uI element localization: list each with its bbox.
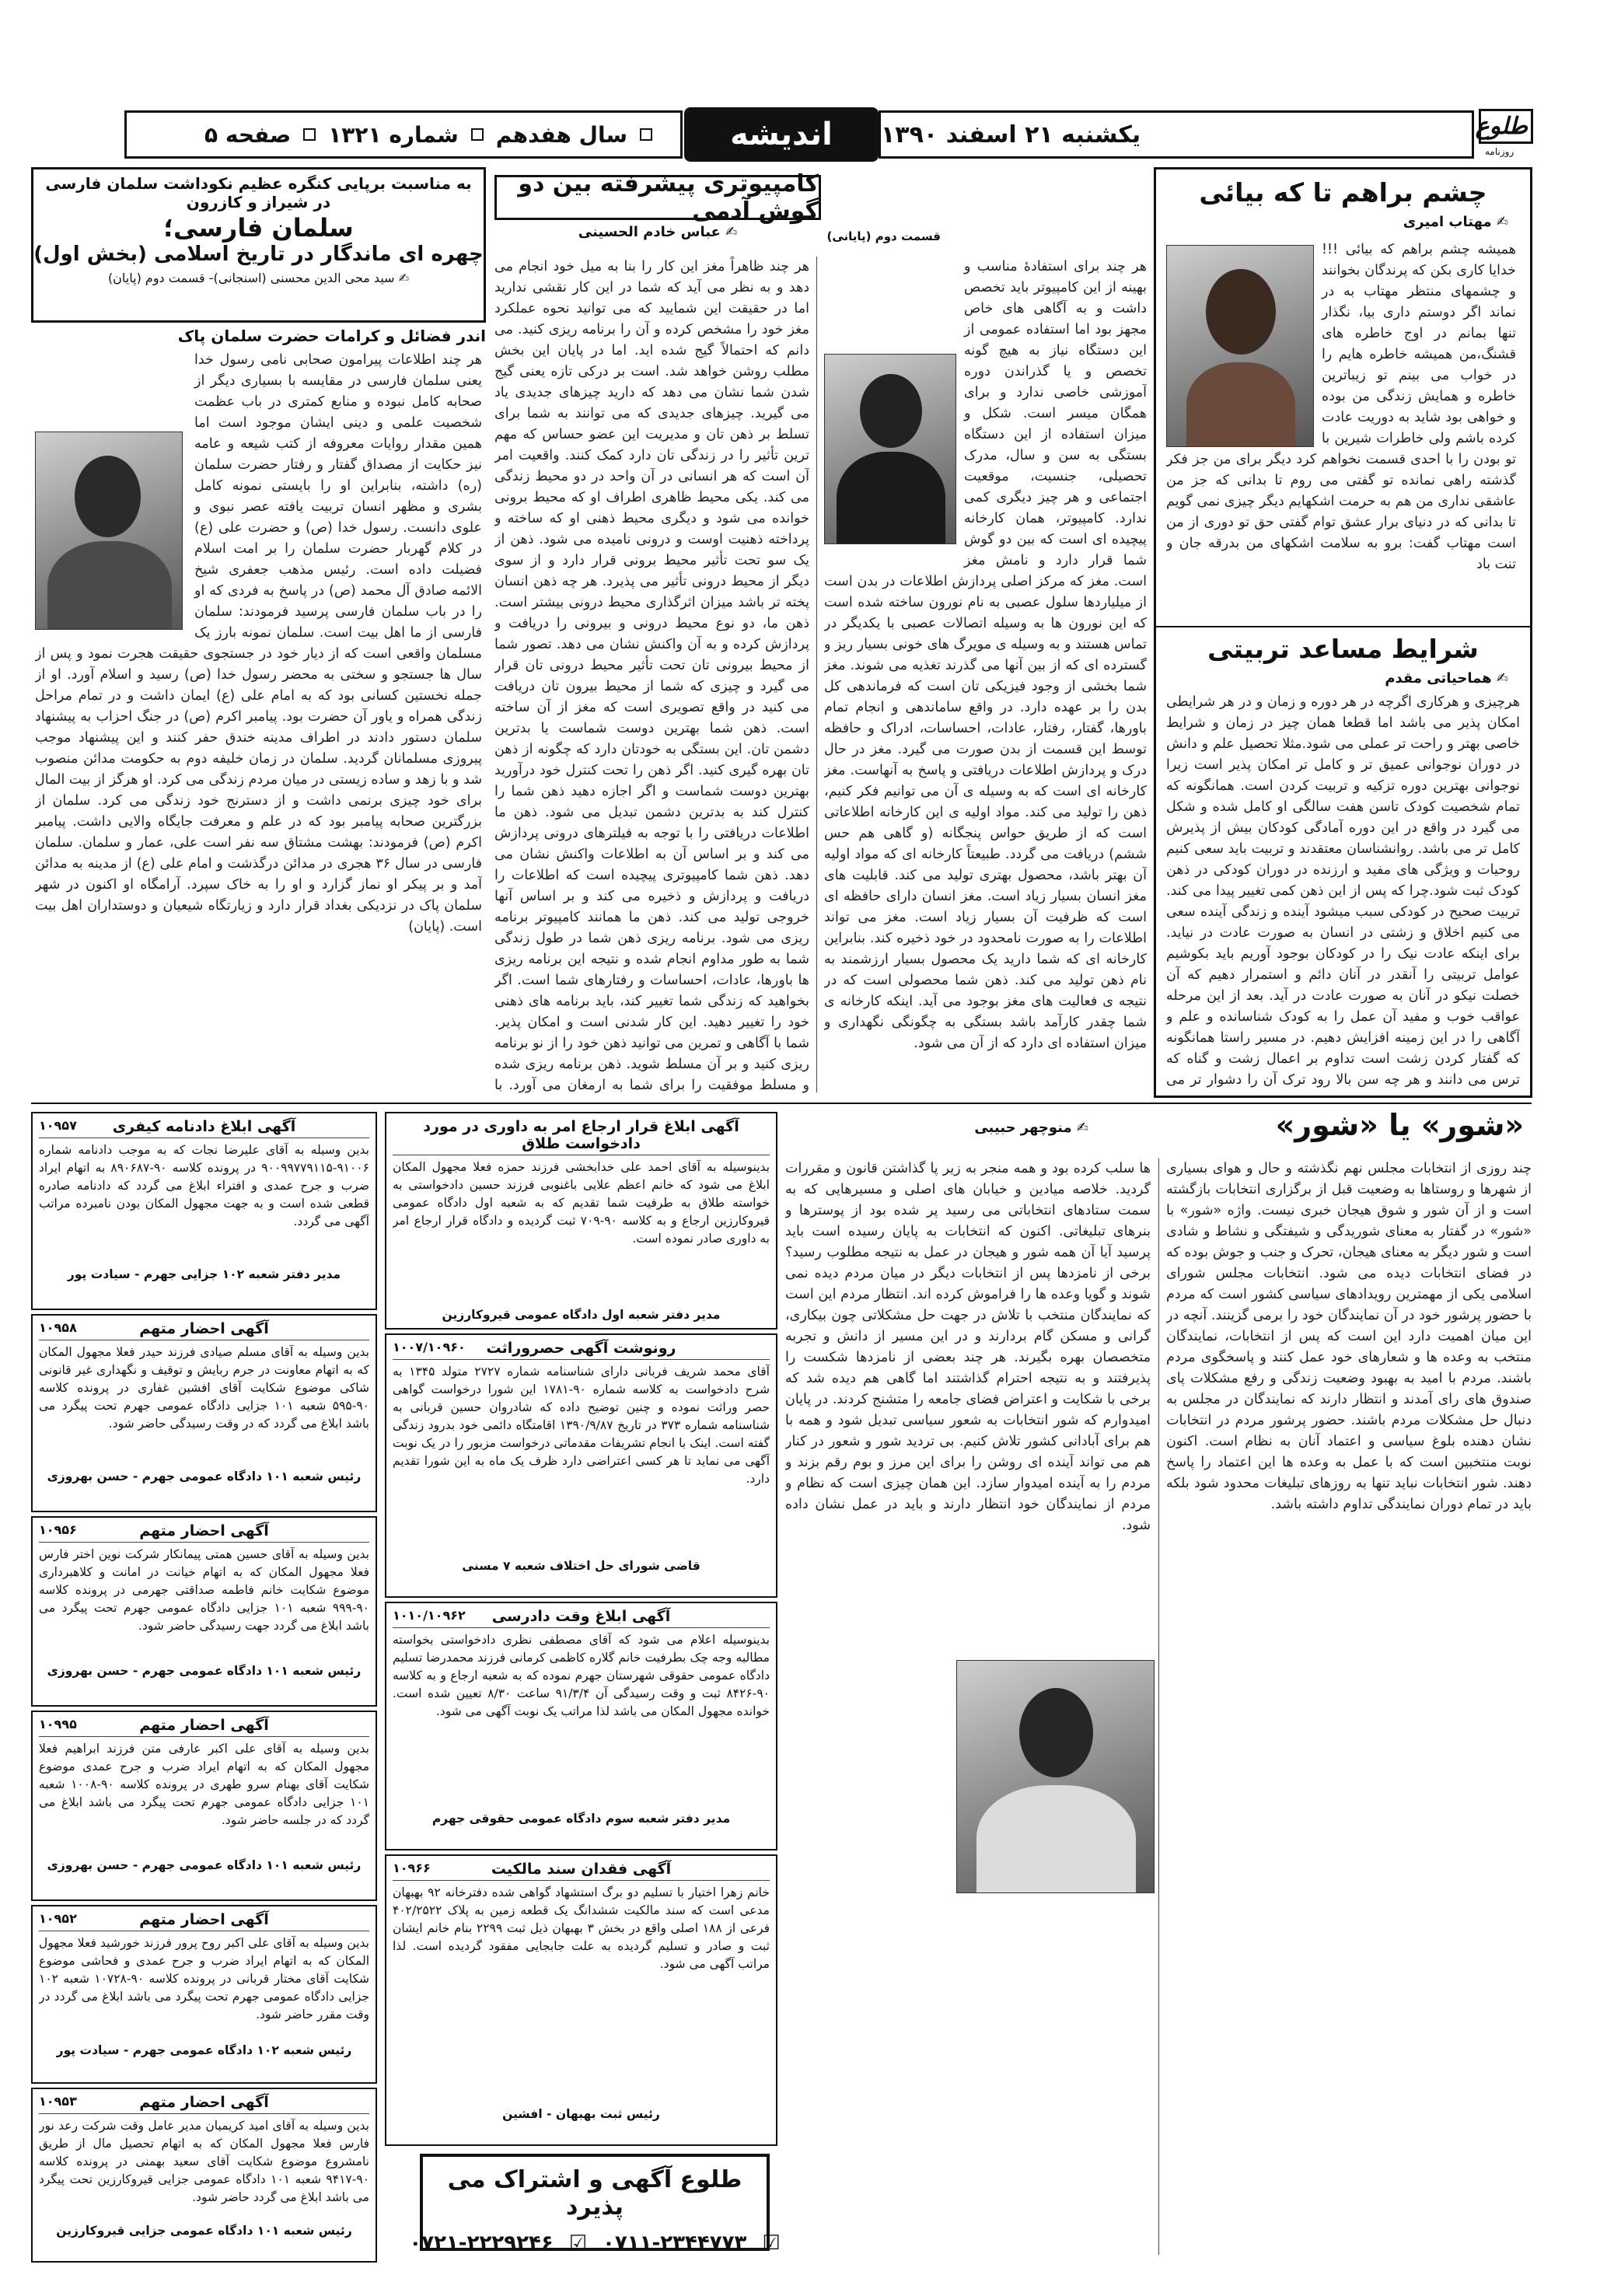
ad-text: بدین وسیله به آقای علی اکبر عارفی متن فرزند ابراهیم فعلا مجهول المکان که به اتهام ایراد ضرب و جرح عمدی موضوع شکایت آقای بهنام سرو طهری در پرونده کلاسه ۹۰-۱۰۰۸ شعبه ۱۰۱ جزایی دادگاه عمومی جهرم تحت پیگرد می باشد ابلاغ می گردد که در جلسه حاضر شود. — [39, 1742, 369, 1827]
logo-sub: روزنامه — [1485, 146, 1514, 157]
ad-3 — [31, 1516, 377, 1707]
ad-text: بدینوسیله اعلام می شود که آقای مصطفی نظری دادخواستی بخواسته مطالبه وجه چک بطرفیت خانم گلاره کاظمی کرمانی فرزند محمدرضا تسلیم دادگاه عمومی حقوقی شهرستان جهرم نموده که به شعبه ارجاع و به کلاسه ۹۰-۸۴۲۶ ثبت و وقت رسیدگی آن ۹۱/۳/۴ ساعت ۸/۳۰ تعیین شده است. خوانده مجهول المکان می باشد لذا مراتب یک نوبت آگهی می شود. — [393, 1633, 770, 1718]
ad-6 — [31, 2088, 377, 2263]
training-body: هرچیزی و هرکاری اگرچه در هر دوره و زمان و در هر شرایطی امکان پذیر می باشد اما قطعا همان چیز در زمان و شرایط خاصی بهتر و راحت تر عملی می شود.مثلا تحصیل علم و دانش در دوران نوجوانی عمیق تر و کامل تر امکان پذیر است زیرا نوجوانی بهترین دوره تزکیه و تربیت کردن است. همانگونه که تمام شخصیت کودک تاسن هفت سالگی او کامل شده و شکل می گیرد در واقع در این دوره آمادگی کودکان بیش از پذیرش کامل تر می باشد. روانشناسان معتقدند و تربیت باید سعی کنیم روحیات و ویژگی های مفید و ارزنده در دوران کودکی در ذهن کودک ثبت شود.چرا که پس از این ذهن کمی تغییر پیدا می کند. تربیت صحیح در کودکی سبب میشود آینده و زندگی آینده سعی می کنیم اخلاق و زشتی در انسان به صورت عادت در نیاید. برای اینکه عادت نیک را در کودکان بوجود آوریم باید بکوشیم عوامل تربیتی را آنقدر در آنان دائم و استمرار دهیم که آن خصلت نیکو در آنان به صورت عادت در آید. بعد از این مرحله عواقب خوب و مفید آن عمل را به کودک شناسانده و علم و آگاهی را در این زمینه افزایش دهیم. در مسیر راستا همانگونه که گفتار کردن زشت است تداوم بر اعمال زشت و گناه که ترس می دانند و هر چه سن بالا رود ترک آن را دشوار تر می — [1166, 694, 1520, 1088]
shoor-body-left — [785, 1158, 1151, 2259]
ad-number: ۱۰۹۵۲ — [39, 1911, 77, 1926]
poem-body — [1166, 239, 1516, 624]
poem-author-name: مهتاب امیری — [1403, 214, 1492, 230]
ad-sign: رئیس شعبه ۱۰۱ دادگاه عمومی جهرم - حسن بهروزی — [47, 1470, 362, 1483]
training-author-name: هماحیاتی مقدم — [1385, 670, 1492, 687]
year: سال هفدهم — [495, 121, 627, 148]
ad-title: آگهی احضار متهم — [39, 1522, 369, 1543]
ad-title: آگهی احضار متهم — [39, 2094, 369, 2114]
ad-text: خانم زهرا اختیار با تسلیم دو برگ استشهاد گواهی شده دفترخانه ۹۲ بهبهان مدعی است که سند مالکیت ششدانگ یک قطعه زمین به پلاک ۴۰۲/۲۵۲۲ فرعی از ۱۸۸ اصلی واقع در بخش ۳ بهبهان ذیل ثبت ۲۲۹۹ بنام خانم ایشان ثبت و صادر و تسلیم گردیده به علت جابجایی مفقود گردیده است. لذا مراتب آگهی می شود. — [393, 1885, 770, 1971]
computer-text-right: هر چند برای استفادۀ مناسب و بهینه از این کامپیوتر باید تخصص داشت و به آگاهی های خاص مجهز بود اما استفاده عمومی از این دستگاه نیاز به هیچ گونه تخصص و یا گذراندن دوره آموزشی خاصی ندارد و برای همگان میسر است. شکل و میزان استفاده از این دستگاه بستگی به سن و سال، مدرک تحصیلی، جنسیت، موقعیت اجتماعی و هر چیز دیگری کمی ندارد. کامپیوتر، همان کارخانه پیچیده ای است که بین دو گوش شما قرار دارد و نامش مغز است. مغز که مرکز اصلی پردازش اطلاعات در بدن است از میلیاردها سلول عصبی به نام نورون ساخته شده است که این نورون ها به وسیله اتصالات عصبی با یکدیگر در تماس هستند و به وسیله ی مویرگ های خونی بسیار ریز و گسترده ای که از بین آنها می گذرند تغذیه می شوند. مغز شما بخشی از وجود فیزیکی تان است که فرماندهی کل بدن را بر عهده دارد. در واقع ساماندهی و انجام تمام باورها، گفتار، رفتار، عادات، احساسات، ادراک و حافظه توسط این قسمت از بدن صورت می گیرد. مغز در حال درک و پردازش اطلاعات دریافتی و پاسخ به آنهاست. مغز کارخانه ای است که به وسیله ی آن می توانیم فکر کنیم، ذهن را تولید می کند. مواد اولیه ی این کارخانه اطلاعاتی است که از طریق حواس پنجگانه (و گاهی هم حس ششم) دریافت می گردد. طبیعتاً کارخانه ای که مواد اولیه آن بهتر باشد، محصول بهتری تولید می کند. قابلیت های مغز انسان بسیار زیاد است. مغز انسان دارای حافظه ای است که ظرفیت آن بسیار زیاد است. مغز می تواند اطلاعات را به صورت نامحدود در خود ذخیره کند. بنابراین کارخانه ای که شما دارید یک محصول بسیار ارزشمند به نام ذهن تولید می کند. ذهن شما محصولی است که در نتیجه ی فعالیت های مغز بوجود می آید. اینکه کارخانه ی شما چقدر کارآمد باشد بستگی به چگونگی نگهداری و میزان استفاده ای دارد که از آن می شود. — [824, 259, 1147, 1051]
ad-title: آگهی فقدان سند مالکیت — [393, 1861, 770, 1881]
ad-number: ۱۰۹۵۶ — [39, 1522, 77, 1537]
ad-number: ۱۰۹۵۷ — [39, 1118, 77, 1133]
ad-number: ۱۰۹۵۳ — [39, 2094, 77, 2109]
shoor-author-name: منوچهر حبیبی — [974, 1120, 1072, 1136]
training-author: ✍ هماحیاتی مقدم — [1385, 670, 1508, 687]
ad-sign: قاضی شورای حل اختلاف شعبه ۷ مسنی — [462, 1559, 700, 1573]
section-title: اندیشه — [730, 117, 833, 152]
ad-4 — [31, 1711, 377, 1901]
salman-title-box — [31, 167, 486, 323]
subscription-phone1: ۰۷۱۱-۲۳۴۴۷۷۳ — [603, 2231, 747, 2255]
salman-subhead: اندر فضائل و کرامات حضرت سلمان پاک — [177, 327, 486, 345]
ad-title: آگهی احضار متهم — [39, 1911, 369, 1931]
ad-sign: رئیس ثبت بهبهان - افشین — [502, 2107, 660, 2121]
ad-title: آگهی احضار متهم — [39, 1717, 369, 1737]
ad-sign: رئیس شعبه ۱۰۱ دادگاه عمومی جهرم - حسن بهروزی — [47, 1664, 362, 1678]
salman-author: ✍ سید محی الدین محسنی (اسنجانی)- قسمت دوم (پایان) — [107, 271, 410, 285]
salman-author-name: سید محی الدین محسنی (اسنجانی)- قسمت دوم (پایان) — [107, 271, 395, 285]
phone-icon: ☑ — [568, 2231, 587, 2255]
ad-sign: مدیر دفتر شعبه سوم دادگاه عمومی حقوقی جهرم — [431, 1812, 731, 1826]
salman-title-line2: در شیراز و کازرون — [186, 193, 331, 211]
shoor-author: ✍ منوچهر حبیبی — [974, 1120, 1088, 1136]
computer-part: قسمت دوم (پایانی) — [826, 229, 941, 243]
logo-text: طلوع — [1479, 109, 1533, 144]
subscription-phone2: ۰۷۲۱-۲۲۲۹۲۴۶ — [409, 2231, 554, 2255]
subscription-box — [409, 2154, 781, 2255]
issue-box — [124, 110, 683, 159]
computer-author-name: عباس خادم الحسینی — [578, 224, 721, 240]
salman-title-line4: چهره ای ماندگار در تاریخ اسلامی (بخش اول) — [33, 243, 484, 266]
ad-sign: رئیس شعبه ۱۰۲ دادگاه عمومی جهرم - سیادت پور — [56, 2043, 352, 2057]
ad-text: بدینوسیله به آقای احمد علی خدابخشی فرزند حمزه فعلا مجهول المکان ابلاغ می شود که خانم اعظم علایی باغنوبی فرزند حسین دادخواستی به خواسته طلاق به طرفیت شما تقدیم که به شعبه اول دادگاه عمومی قیروکارزین ارجاع و به کلاسه ۹۰-۷۰۹ ثبت گردیده و دادگاه قرار ارجاع امر به داوری صادر نموده است. — [393, 1160, 770, 1246]
ad-sign: رئیس شعبه ۱۰۱ دادگاه عمومی جزایی قیروکارزین — [56, 2224, 352, 2238]
ad-number: ۱۰۹۹۵ — [39, 1717, 77, 1732]
ad-number: ۱۰۰۷/۱۰۹۶۰ — [393, 1340, 466, 1354]
ad-title: آگهی ابلاغ وقت دادرسی — [393, 1608, 770, 1628]
ad-text: بدین وسیله به آقای مسلم صیادی فرزند حیدر فعلا مجهول المکان که به اتهام معاونت در جرم ربایش و توقیف و نگهداری غیر قانونی شاکی موضوع شکایت آقای افشین غفاری در پرونده کلاسه ۹۰-۵۹۵ شعبه ۱۰۱ جزایی دادگاه عمومی جهرم تحت پیگرد می باشد ابلاغ می گردد که در وقت رسیدگی حاضر شود. — [39, 1345, 369, 1431]
computer-author: ✍ عباس خادم الحسینی — [578, 224, 738, 240]
ad-text: بدین وسیله به آقای علیرضا نجات که به موجب دادنامه شماره ۹۱۰۰۶-۹۰۰۹۹۷۷۹۱۱۵ در پرونده کلاسه ۹۰-۸۹۰۶۸۷ به اتهام ایراد ضرب و جرح عمدی و افتراء ابلاغ می گردد که دادنامه صادره قطعی شده است و به جهت مجهول المکان بودن نامبرده مراتب آگهی می گردد. — [39, 1143, 369, 1228]
ad-text: آقای محمد شریف فربانی دارای شناسنامه شماره ۲۷۲۷ متولد ۱۳۴۵ به شرح دادخواست به کلاسه شماره ۹۰-۱۷۸۱ این شورا درخواست گواهی حصر وراثت نموده و چنین توضیح داده که شادروان حسین قربانی به شناسنامه شماره ۳۷۳ در تاریخ ۱۳۹۰/۹/۸۷ اقامتگاه دائمی خود بدرود زندگی گفته است. اینک با انجام تشریفات مقدماتی درخواست مزبور را در یک نوبت آگهی می نماید تا هر کسی اعتراضی دارد ظرف یک ماه به این شورا تقدیم دارد. — [393, 1365, 770, 1486]
ad-text: بدین وسیله به آقای علی اکبر روح پرور فرزند خورشید فعلا مجهول المکان که به اتهام ایراد ضرب و جرح عمدی و فحاشی موضوع شکایت آقای مختار قربانی در پرونده کلاسه ۹۰-۱۰۷۲۸ شعبه ۱۰۲ جزایی دادگاه عمومی جهرم تحت پیگرد می باشد ابلاغ می گردد در وقت مقرر حاضر شود. — [39, 1936, 369, 2022]
ad-text: بدین وسیله به آقای حسین همتی پیمانکار شرکت نوین اختر فارس فعلا مجهول المکان که به اتهام خیانت در امانت و کلاهبرداری موضوع شکایت خانم فاطمه صداقتی جهرمی در پرونده کلاسه ۹۰-۹۹۹ شعبه ۱۰۱ جزایی دادگاه عمومی جهرم تحت پیگرد می باشد ابلاغ می گردد جهت رسیدگی حاضر شود. — [39, 1547, 369, 1633]
ad-title: آگهی احضار متهم — [39, 1320, 369, 1340]
page-number: صفحه ۵ — [204, 121, 292, 148]
section-banner — [684, 107, 879, 162]
ad-sign: رئیس شعبه ۱۰۱ دادگاه عمومی جهرم - حسن بهروزی — [47, 1858, 362, 1872]
computer-body-left: هر چند ظاهراً مغز این کار را بنا به میل خود انجام می دهد و به نظر می آید که شما در این کار نقشی ندارید اما در حقیقت این شمایید که می توانید نحوه عملکرد مغز خود را مشخص کرده و آن را برنامه ریزی کنید. می دانم که احتمالاً گیج شده اید. اما در پایان این بخش مطلب روشن خواهد شد. است بر درکی تازه یعنی گیج شدن شما نشان می دهد که دارید چیزهای جدیدی یاد می گیرید. چیزهای جدیدی که می توانند به شما برای تسلط بر ذهن تان و مدیریت این عضو حساس که مهم ترین تأثیر را در زندگی تان دارد کمک کنند. واقعیت امر آن است که هر انسانی در آن واحد در دو محیط زندگی می کند. یکی محیط ظاهری اطراف او که محیط برونی خوانده می شود و دیگری محیط ذهنی او که ساخته و پرداخته ذهنیت اوست و درونی نامیده می شود. ذهن از یک سو تحت تأثیر محیط برونی قرار دارد و از سوی دیگر از محیط درونی تأثیر می پذیرد. هر چه ذهن انسان پخته تر باشد میزان اثرگذاری محیط درونی بیشتر است. ذهن ما، دو نوع محیط درونی و بیرونی را دریافت و پردازش کرده و به آن واکنش نشان می دهد. تصور شما از محیط بیرونی تان تحت تأثیر محیط درونی تان قرار می گیرد و چیزی که شما از محیط بیرون تان دریافت می کنید در واقع تصویری است که مغز از آن ساخته است. ذهن شما بهترین دوست شماست یا بدترین دشمن تان. این بستگی به خودتان دارد که چگونه از ذهن تان بهره گیری کنید. اگر ذهن را تحت کنترل خود درآورید بهترین دوست شماست و اگر اجازه دهید ذهن شما را کنترل کند به بدترین دشمن تبدیل می شود. ذهن ما اطلاعات دریافتی را با توجه به فیلترهای درونی پردازش می کند و بر اساس آن به اطلاعات واکنش نشان می دهد. ذهن شما کامپیوتری پیچیده است که اطلاعات را دریافت و پردازش و ذخیره می کند و بر اساس آنها خروجی تولید می کند. ذهن ما همانند کامپیوتر برنامه ریزی می شود. برنامه ریزی ذهن شما در طول زندگی شما به طور مداوم انجام شده و نتیجه این برنامه ریزی ها باورها، عادات، احساسات و رفتارهای شما است. اگر بخواهید که زندگی شما تغییر کند، باید برنامه های ذهنی خود را تغییر دهید. این کار شدنی است و امکان پذیر. شما با آگاهی و تمرین می توانید ذهن خود را از نو برنامه ریزی کنید و بر آن مسلط شوید. ذهن برنامه ریزی شده و مسلط موفقیت را برای شما به ارمغان می آورد. با — [494, 259, 809, 1093]
issue-number: شماره ۱۳۲۱ — [328, 121, 459, 148]
ad-2 — [31, 1314, 377, 1512]
subscription-title: طلوع آگهی و اشتراک می پذیرد — [447, 2166, 742, 2221]
shoor-title: «شور» یا «شور» — [1275, 1108, 1524, 1142]
computer-title: کامپیوتری پیشرفته بین دو گوش آدمی — [518, 170, 819, 225]
shoor-body-right: چند روزی از انتخابات مجلس نهم نگذشته و حال و هوای بسیاری از شهرها و روستاها به وضعیت قبل از برگزاری انتخابات بازگشته است و از آن شور و شوق هیجان خبری نیست. واژه «شور» با «شور» در گفتار به معنای شوریدگی و شیفتگی و نشاط و شادی است و شور دیگر به معنای هیجان، تحرک و جنب و جوش بوده که در فضای انتخابات دیده می شود. انتخابات مجلس شورای اسلامی یکی از مهمترین رویدادهای سیاسی کشور است که مردم با حضور پرشور خود در آن نمایندگان خود را برمی گزینند. آنچه در این میان اهمیت دارد این است که پس از انتخابات، نمایندگان منتخب به وعده ها و شعارهای خود عمل کنند و پاسخگوی مردم باشند. مردم با امید به بهبود وضعیت زندگی و رفع مشکلات پای صندوق های رای آمدند و انتظار دارند که نمایندگان در مجلس به دنبال حل مشکلات مردم باشند. حضور پرشور مردم در انتخابات نشان دهنده بلوغ سیاسی و اعتماد آنان به نظام است. اکنون نوبت منتخبین است که با عمل به وعده ها این اعتماد را پاسخ دهند. شور انتخابات نباید تنها به روزهای تبلیغات محدود شود بلکه باید در تمام دوران نمایندگی تداوم داشته باشد. — [1166, 1161, 1532, 1512]
shoor-text-left: ها سلب کرده بود و همه منجر به زیر پا گذاشتن قانون و مقررات گردید. خلاصه میادین و خیابان های اصلی و مسیرهایی که به سمت ستادهای انتخاباتی می رسید پر شده بود از پوسترها و بنرهای تبلیغاتی. اکنون که انتخابات به پایان رسیده است باید پرسید آیا آن همه شور و هیجان در عمل به نتیجه مطلوب رسید؟ برخی از نامزدها پس از انتخابات دیگر در میان مردم دیده نمی شوند و گویا وعده ها را فراموش کرده اند. انتظار مردم این است که نمایندگان منتخب با تلاش در جهت حل مشکلاتی چون بیکاری، گرانی و مسکن گام بردارند و در این مسیر از دانش و تجربه متخصصان بهره بگیرند. هر چند بعضی از نامزدها شکست را پذیرفتند و به نتیجه احترام گذاشتند اما گاهی هم دیده شد که برخی با شکایت و اعتراض فضای جامعه را متشنج کردند. در پایان امیدوارم که شور انتخابات به شعور سیاسی تبدیل شود و همه با هم برای آبادانی کشور تلاش کنیم. بی تردید شور و شعور در کنار هم می تواند آینده ای روشن را برای این مرز و بوم رقم بزند و مردم را به آینده امیدوار سازد. این همان چیزی است که نظام و مردم از نمایندگان خود انتظار دارند و باید در عمل نشان داده شود. — [785, 1161, 1151, 1533]
ad-title: آگهی ابلاغ دادنامه کیفری — [39, 1118, 369, 1138]
shoor-title-wrap — [1104, 1108, 1524, 1142]
ad-8 — [385, 1333, 777, 1598]
date-box — [879, 110, 1474, 159]
ad-sign: مدیر دفتر شعبه اول دادگاه عمومی قیروکارزین — [442, 1308, 721, 1322]
poem-text: همیشه چشم براهم که بیائی !!! خدایا کاری بکن که پرندگان بخوانند و چشمهای منتظر مهتاب به در نماند اگر دوستم داری بیا، نگذار تنها بمانم در اوج خاطره های قشنگ،من همیشه خاطره هایم را در خواب می بینم تو زیباترین خاطره و همایش زندگی من بوده و خواهی بود شاید به دوریت عادت کرده باشم ولی خاطرات شیرین با تو بودن را با احدی قسمت نخواهم کرد دیگر برای من جز فکر گذشته راهی نمانده تو گفتی می روم تا بدانی که جز من عاشقی نداری من هم به حرمت اشکهایم دیگر چیزی نمی گویم تا بدانی که در دنیای برار عشق توام گفتی حق تو دوری از من است مهتاب گفت: برو به سلامت اشکهای من بدرقه جان و تنت باد — [1166, 242, 1516, 572]
ad-number: ۱۰۹۶۶ — [393, 1861, 431, 1875]
ad-text: بدین وسیله به آقای امید کریمیان مدیر عامل وقت شرکت رعد نور فارس فعلا مجهول المکان که به اتهام تحصیل مال از طریق نامشروع موضوع شکایت آقای سعید بهمنی در پرونده کلاسه ۹۰-۹۴۱۷ شعبه ۱۰۱ دادگاه عمومی جزایی قیروکارزین تحت پیگرد می باشد ابلاغ می گردد حاضر شود. — [39, 2119, 369, 2204]
ad-1 — [31, 1112, 377, 1310]
ad-number: ۱۰۱۰/۱۰۹۶۲ — [393, 1608, 466, 1623]
poem-title: چشم براهم تا که بیائی — [1199, 177, 1487, 208]
computer-title-box — [494, 170, 821, 225]
poem-author: ✍ مهتاب امیری — [1403, 214, 1508, 230]
salman-title-line3: سلمان فارسی؛ — [163, 213, 354, 243]
ad-5 — [31, 1905, 377, 2084]
ad-10 — [385, 1854, 777, 2146]
ad-title: رونوشت آگهی حصروراثت — [393, 1340, 770, 1360]
salman-text: هر چند اطلاعات پیرامون صحابی نامی رسول خدا یعنی سلمان فارسی در مقایسه با بسیاری دیگر از صحابه کامل نبوده و منابع کمتری در باب عظمت شخصیت علمی و دینی ایشان موجود است اما همین مقدار روایات معروفه از کتب شیعه و عامه نیز حکایت از مصداق گفتار و رفتار حضرت سلمان (ره) داشته، بنابراین او را بایستی نمونه کامل بشری و مظهر انسان تربیت یافته عصر نبوی و علوی دانست. رسول خدا (ص) و حضرت علی (ع) در کلام گهربار حضرت سلمان را بر امت اسلام فضیلت داده است. رئیس مذهب جعفری شیخ الائمه صادق آل محمد (ص) در پاسخ به فردی که او را در باب سلمان فارسی پرسید فرمودند: سلمان فارسی از ما اهل بیت است. سلمان نمونه بارز یک مسلمان واقعی است که از دیار خود در جستجوی حقیقت هجرت نمود و پس از سال ها جستجو و سختی به محضر رسول خدا (ص) رسید و اسلام آورد. او از جمله نخستین کسانی بود که به امام علی (ع) ایمان داشت و در تمام مراحل زندگی همراه و یاور آن حضرت بود. پیامبر اکرم (ص) در جنگ احزاب به پیشنهاد سلمان دستور دادند در اطراف مدینه خندق حفر کنند و این پیشنهاد موجب پیروزی مسلمانان گردید. سلمان در زمان خلیفه دوم به حکومت مدائن منصوب شد و با زهد و ساده زیستی در میان مردم زندگی می کرد. او هرگز از بیت المال برای خود چیزی برنمی داشت و از دسترنج خود زندگی می کرد. سلمان از بزرگترین صحابه پیامبر بود که در علم و معرفت جایگاه والایی داشت. پیامبر اکرم (ص) فرمودند: بهشت مشتاق سه نفر است علی، عمار و سلمان. سلمان فارسی در سال ۳۶ هجری در مدائن درگذشت و امام علی (ع) از مدینه به مدائن آمد و بر پیکر او نماز گزارد و او را به خاک سپرد. آرامگاه او اکنون در شهر سلمان پاک در نزدیکی بغداد قرار دارد و زیارتگاه شیعیان و دوستداران اهل بیت است. (پایان) — [35, 352, 482, 935]
ad-7 — [385, 1112, 777, 1330]
salman-title-line1: به مناسبت برپایی کنگره عظیم نکوداشت سلمان فارسی — [45, 174, 472, 193]
ad-number: ۱۰۹۵۸ — [39, 1320, 77, 1335]
ad-9 — [385, 1602, 777, 1850]
salman-body — [35, 350, 482, 1096]
computer-body-right — [824, 257, 1147, 1096]
training-title: شرایط مساعد تربیتی — [1207, 634, 1479, 664]
phone-icon: ☑ — [762, 2231, 781, 2255]
date: یکشنبه ۲۱ اسفند ۱۳۹۰ — [881, 121, 1141, 149]
ad-sign: مدیر دفتر شعبه ۱۰۲ جزایی جهرم - سیادت پور — [67, 1267, 341, 1281]
ad-title: آگهی ابلاغ قرار ارجاع امر به داوری در مورد دادخواست طلاق — [393, 1118, 770, 1155]
